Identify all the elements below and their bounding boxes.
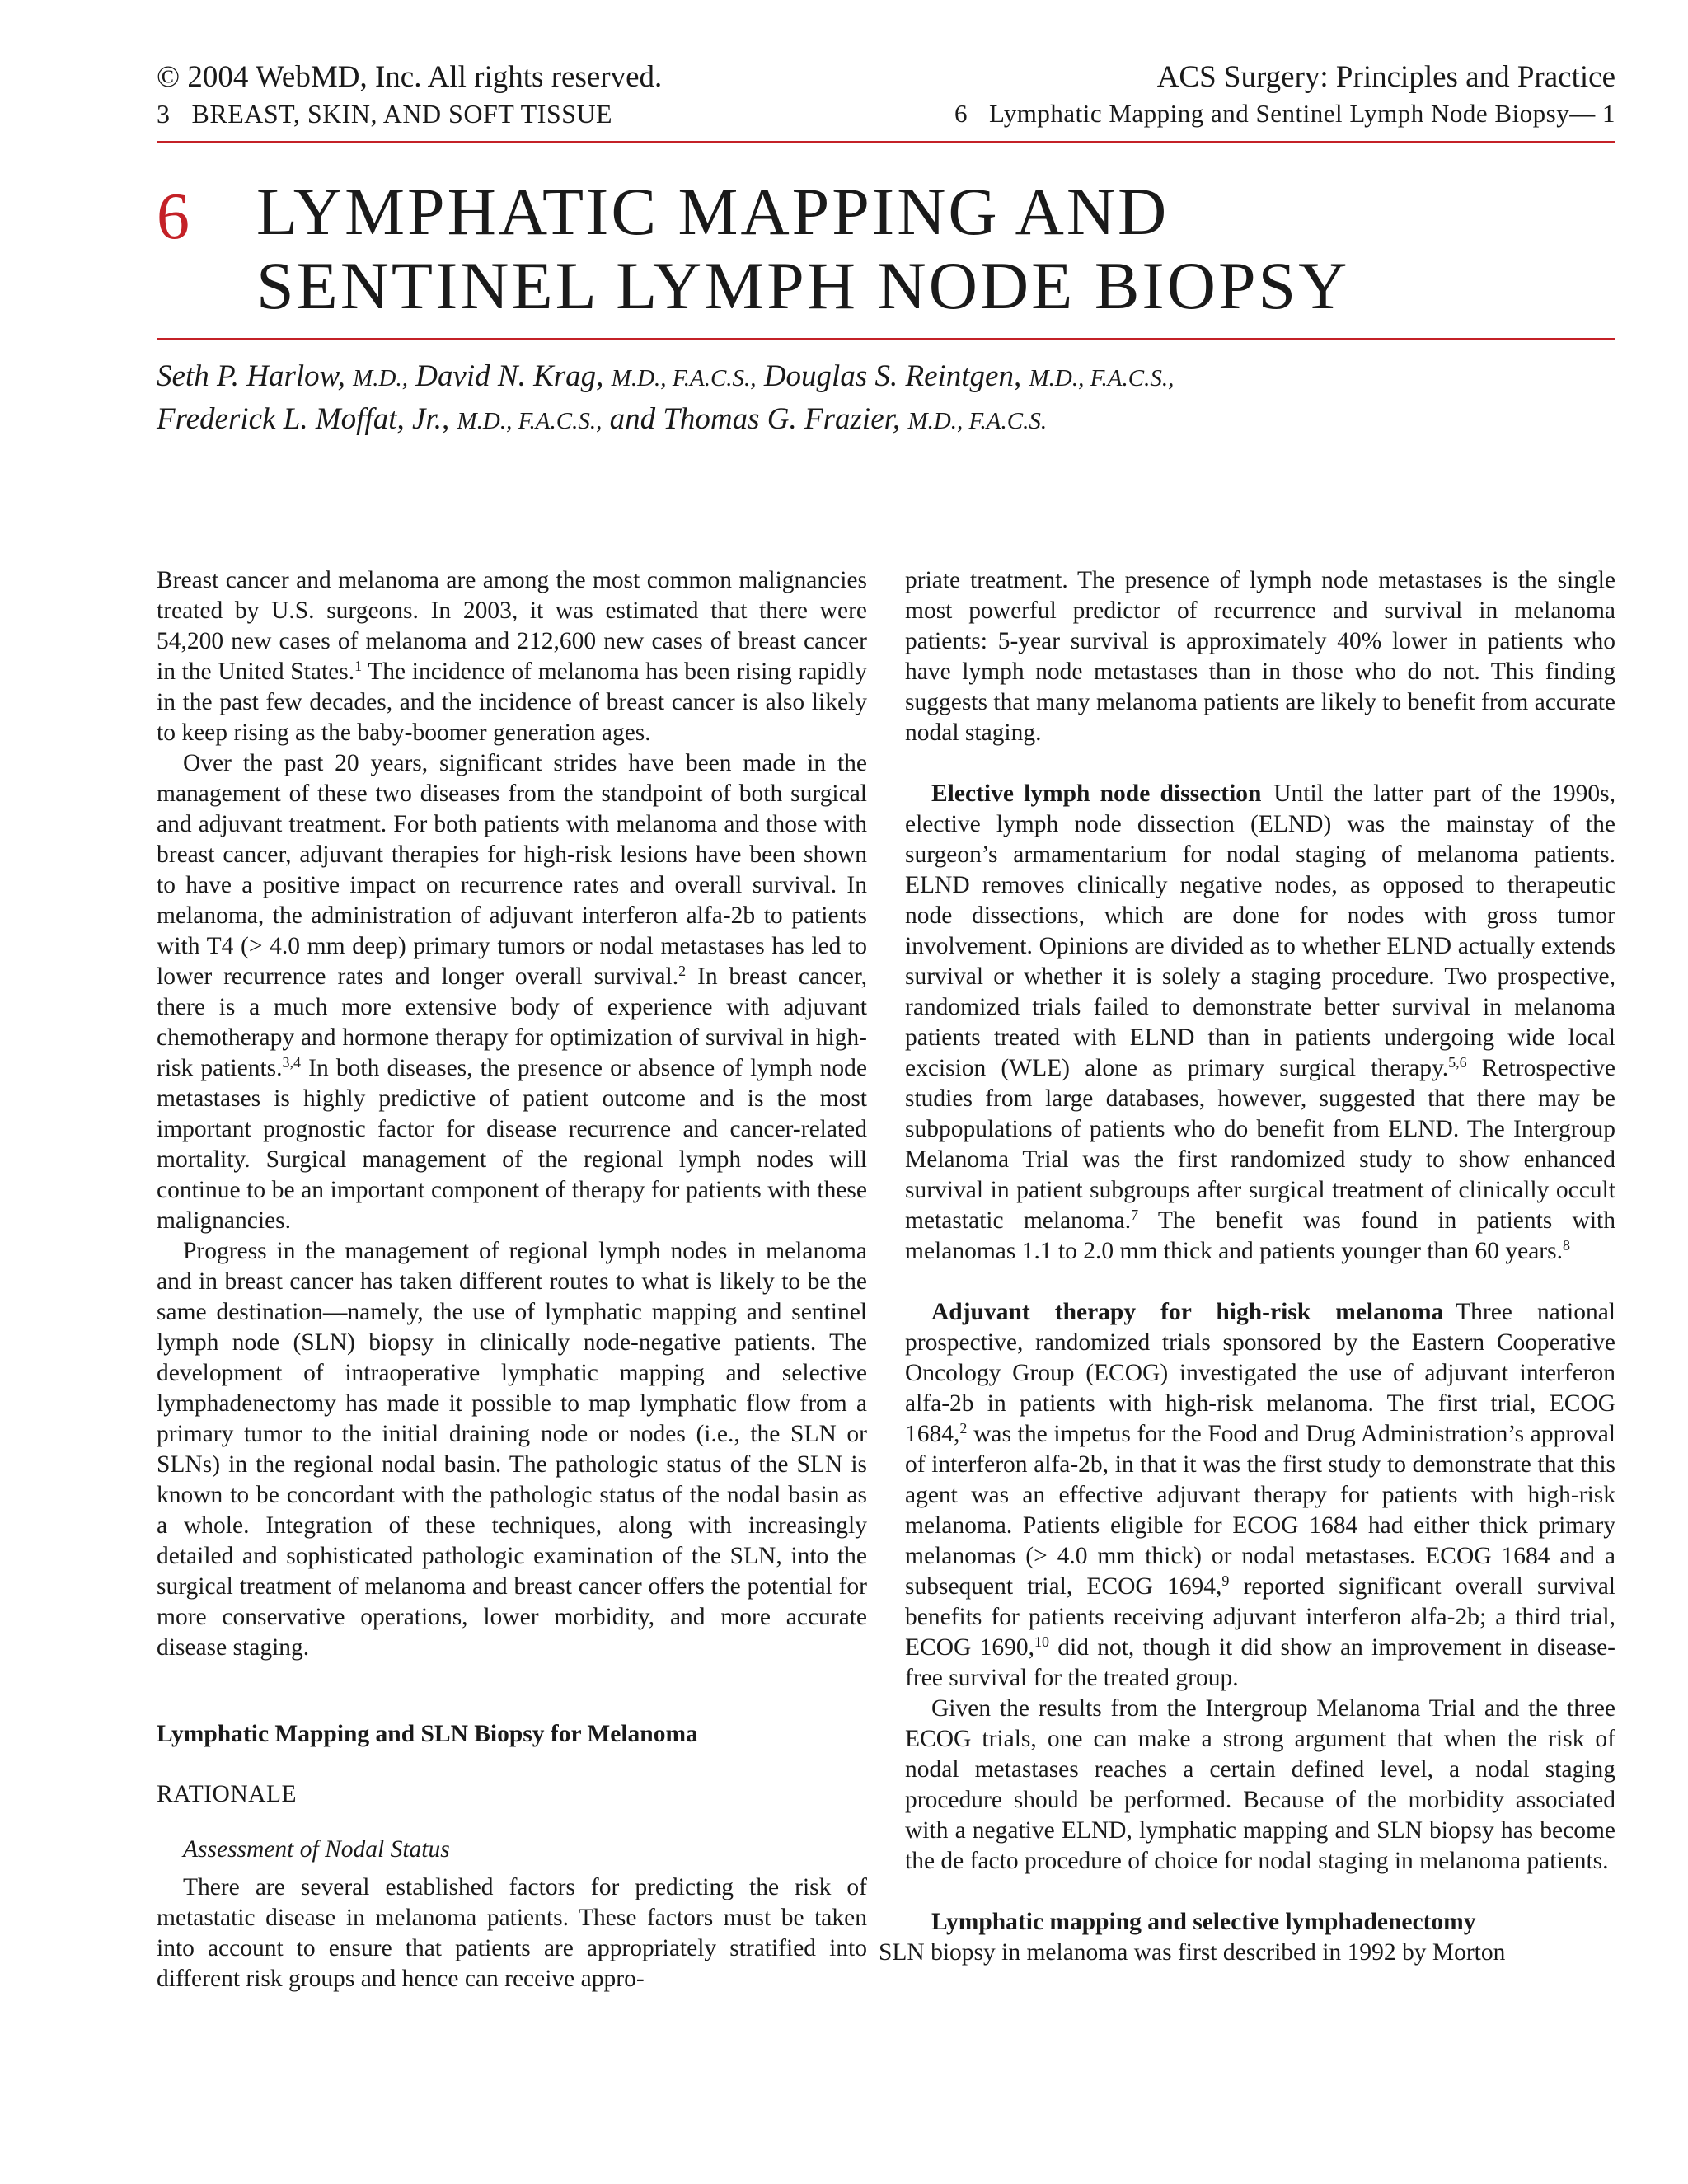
left-column bbox=[157, 565, 867, 1994]
run-in-heading: Adjuvant therapy for high-risk melanoma bbox=[931, 1299, 1444, 1325]
section-number: 3 bbox=[157, 99, 171, 129]
author-name: Seth P. Harlow, bbox=[157, 359, 345, 393]
section-label bbox=[157, 96, 662, 132]
section-heading: Lymphatic Mapping and SLN Biopsy for Melanoma bbox=[157, 1721, 698, 1747]
header-rule bbox=[157, 141, 1615, 143]
citation-ref: 7 bbox=[1131, 1207, 1139, 1223]
author-name: Thomas G. Frazier, bbox=[663, 402, 901, 436]
paragraph: Lymphatic mapping and selective lymphadenectomy SLN biopsy in melanoma was first described in 1992 by Morton bbox=[879, 1909, 1506, 1966]
citation-ref: 2 bbox=[678, 963, 687, 979]
paragraph: There are several established factors for predicting the risk of metastatic disease in melanoma patients. These factors must be taken into account to ensure that patients are appropriately stratified into different risk groups and hence can receive appro- bbox=[157, 1874, 867, 1992]
running-header-right bbox=[954, 59, 1615, 132]
author-degree: M.D., F.A.C.S., bbox=[1029, 365, 1175, 391]
paragraph: Adjuvant therapy for high-risk melanoma Three national prospective, randomized trials sponsored by the Eastern Cooperative Oncology Group (ECOG) investigated the use of adjuvant interferon alfa-2b in patients with high-risk melanoma. The first trial, ECOG 1684,$^2$ was the impetus for the Food and Drug Administration’s approval of interferon alfa-2b, in that it was the first study to demonstrate that this agent was an effective adjuvant therapy for patients with high-risk melanoma. Patients eligible for ECOG 1684 had either thick primary melanomas (> 4.0 mm thick) or nodal metastases. ECOG 1684 and a subsequent trial, ECOG 1694,$^9$ reported significant overall survival benefits for patients receiving adjuvant interferon alfa-2b; a third trial, ECOG 1690,10 did not, though it did show an improvement in disease-free survival for the treated group. bbox=[905, 1299, 1616, 1691]
paragraph: Over the past 20 years, significant strides have been made in the management of these two diseases from the standpoint of both surgical and adjuvant treatment. For both patients with melanoma and those with breast cancer, adjuvant therapies for high-risk lesions have been shown to have a positive impact on recurrence rates and overall survival. In melanoma, the administration of adjuvant interferon alfa-2b to patients with T4 (> 4.0 mm deep) primary tumors or nodal metastases has led to lower recurrence rates and longer overall survival.$^2$ In breast cancer, there is a much more extensive body of experience with adjuvant chemotherapy and hormone therapy for optimization of survival in high-risk patients.$^{3,4}$ In both diseases, the presence or absence of lymph node metastases is highly predictive of patient outcome and is the most important prognostic factor for disease recurrence and cancer-related mortality. Surgical management of the regional lymph nodes will continue to be an important component of therapy for patients with these malignancies. bbox=[157, 750, 867, 1234]
author-degree: M.D., bbox=[353, 365, 408, 391]
author-list bbox=[157, 356, 1615, 442]
paragraph: priate treatment. The presence of lymph node metastases is the single most powerful predictor of recurrence and survival in melanoma patients: 5-year survival is approximately 40% lower in patients who have lymph node metastases than in those who do not. This finding suggests that many melanoma patients are likely to benefit from accurate nodal staging. bbox=[905, 567, 1615, 746]
citation-ref: 2 bbox=[959, 1420, 968, 1436]
copyright-notice: © 2004 WebMD, Inc. All rights reserved. bbox=[157, 60, 663, 94]
citation-ref: 5,6 bbox=[1448, 1054, 1467, 1071]
paragraph: Elective lymph node dissection Until the latter part of the 1990s, elective lymph node dissection (ELND) was the mainstay of the surgeon’s armamentarium for nodal staging of melanoma patients. ELND removes clinically negative nodes, as opposed to therapeutic node dissections, which are done for nodes with gross tumor involvement. Opinions are divided as to whether ELND actually extends survival or whether it is solely a staging procedure. Two prospective, randomized trials failed to demonstrate better survival in melanoma patients treated with ELND than in patients undergoing wide local excision (WLE) alone as primary surgical therapy.$^{5,6}$ Retrospective studies from large databases, however, suggested that there may be subpopulations of patients who do benefit from ELND. The Intergroup Melanoma Trial was the first randomized study to show enhanced survival in patient subgroups after surgical treatment of clinically occult metastatic melanoma.$^7$ The benefit was found in patients with melanomas 1.1 to 2.0 mm thick and patients younger than 60 years.$^8$ bbox=[905, 780, 1615, 1264]
chapter-title-line-2: SENTINEL LYMPH NODE BIOPSY bbox=[256, 248, 1350, 323]
author-degree: M.D., F.A.C.S., bbox=[457, 408, 603, 434]
citation-ref: 9 bbox=[1221, 1572, 1230, 1589]
paragraph: Given the results from the Intergroup Melanoma Trial and the three ECOG trials, one can make a strong argument that when the risk of nodal metastases reaches a certain defined level, a nodal staging procedure should be performed. Because of the morbidity associated with a negative ELND, lymphatic mapping and SLN biopsy has become the de facto procedure of choice for nodal staging in melanoma patients. bbox=[905, 1695, 1615, 1874]
citation-ref: 10 bbox=[1034, 1633, 1049, 1650]
running-title-text: Lymphatic Mapping and Sentinel Lymph Node Biopsy— 1 bbox=[989, 99, 1615, 128]
author-name: Douglas S. Reintgen, bbox=[763, 359, 1022, 393]
subheading: RATIONALE bbox=[157, 1781, 298, 1807]
author-name: Frederick L. Moffat, Jr., bbox=[157, 402, 450, 436]
author-name: David N. Krag, bbox=[415, 359, 604, 393]
author-line-2 bbox=[157, 399, 1615, 442]
author-degree: M.D., F.A.C.S., bbox=[611, 365, 757, 391]
running-title bbox=[954, 96, 1615, 132]
citation-ref: 1 bbox=[354, 658, 363, 674]
citation-ref: 3,4 bbox=[282, 1054, 302, 1071]
citation-ref: 8 bbox=[1562, 1237, 1570, 1254]
running-header-left bbox=[157, 59, 662, 132]
book-title: ACS Surgery: Principles and Practice bbox=[1156, 60, 1615, 94]
run-in-heading: Elective lymph node dissection bbox=[931, 780, 1262, 807]
chapter-title bbox=[256, 175, 1349, 323]
author-conjunction: and bbox=[609, 402, 656, 436]
chapter-number: 6 bbox=[157, 180, 190, 253]
run-in-heading: Lymphatic mapping and selective lymphadenectomy bbox=[931, 1909, 1476, 1935]
paragraph: Breast cancer and melanoma are among the most common malignancies treated by U.S. surgeons. In 2003, it was estimated that there were 54,200 new cases of melanoma and 212,600 new cases of breast cancer in the United States.$^1$ The incidence of melanoma has been rising rapidly in the past few decades, and the incidence of breast cancer is also likely to keep rising as the baby-boomer generation ages. bbox=[157, 567, 867, 746]
author-degree: M.D., F.A.C.S. bbox=[907, 408, 1048, 434]
right-column bbox=[879, 565, 1616, 1968]
chapter-title-line-1: LYMPHATIC MAPPING AND bbox=[256, 174, 1170, 249]
author-line-1 bbox=[157, 356, 1615, 399]
title-rule bbox=[157, 338, 1615, 340]
chapter-number-small: 6 bbox=[954, 99, 968, 128]
subsubheading: Assessment of Nodal Status bbox=[183, 1836, 450, 1863]
section-title: BREAST, SKIN, AND SOFT TISSUE bbox=[191, 99, 613, 129]
paragraph: Progress in the management of regional lymph nodes in melanoma and in breast cancer has taken different routes to what is likely to be the same destination—namely, the use of lymphatic mapping and sentinel lymph node (SLN) biopsy in clinically node-negative patients. The development of intraoperative lymphatic mapping and selective lymphadenectomy has made it possible to map lymphatic flow from a primary tumor to the initial draining node or nodes (i.e., the SLN or SLNs) in the regional nodal basin. The pathologic status of the SLN is known to be concordant with the pathologic status of the nodal basin as a whole. Integration of these techniques, along with increasingly detailed and sophisticated pathologic examination of the SLN, into the surgical treatment of melanoma and breast cancer offers the potential for more conservative operations, lower morbidity, and more accurate disease staging. bbox=[157, 1238, 867, 1661]
